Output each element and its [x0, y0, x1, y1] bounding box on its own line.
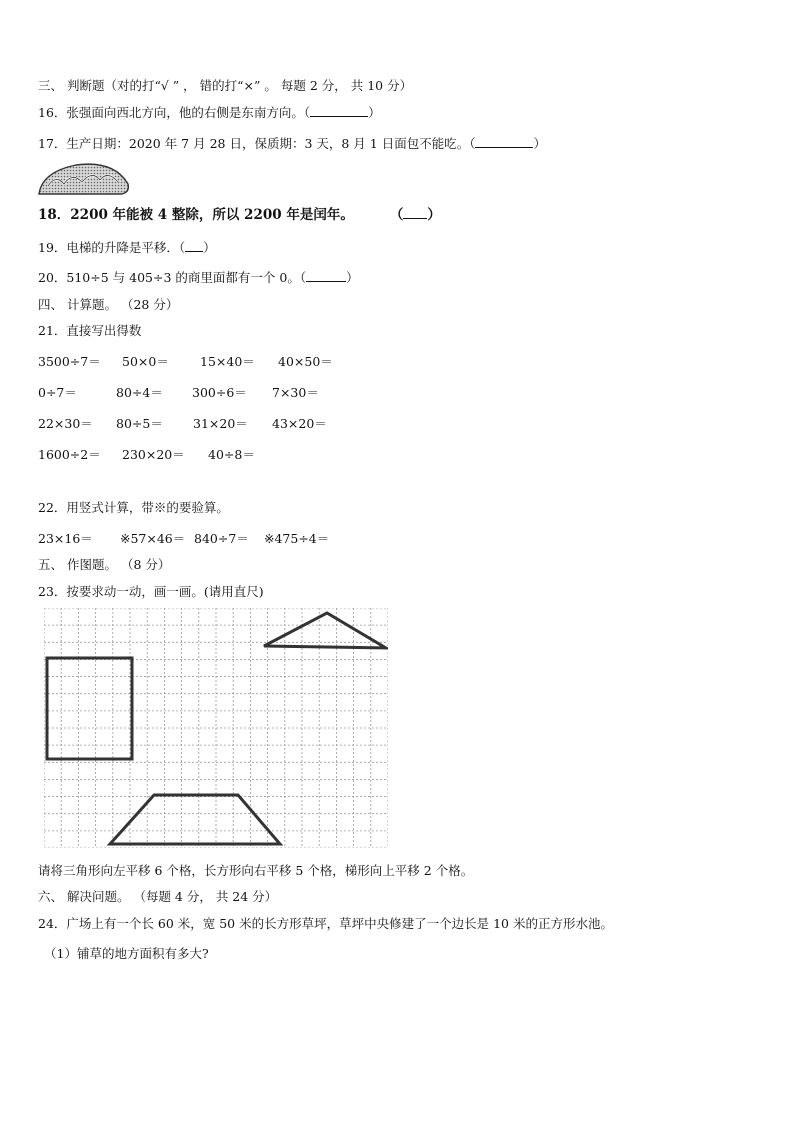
- calc-item: 0÷7＝: [38, 385, 77, 400]
- calc-item: 300÷6＝: [192, 385, 247, 400]
- triangle-shape: [264, 613, 386, 648]
- question-18: [38, 207, 441, 223]
- calc-item: 7×30＝: [272, 385, 319, 400]
- question-18-close: ）: [427, 207, 441, 223]
- question-20-close: ）: [346, 270, 359, 285]
- calc-item: 43×20＝: [272, 416, 327, 431]
- section-4-heading: 四、 计算题。 （28 分）: [38, 297, 179, 312]
- calc-item: 40×50＝: [278, 354, 333, 369]
- drawing-instruction: 请将三角形向左平移 6 个格，长方形向右平移 5 个格，梯形向上平移 2 个格。: [38, 863, 474, 878]
- calc-item: 50×0＝: [122, 354, 169, 369]
- question-19: [38, 240, 216, 256]
- question-16-text: 16．张强面向西北方向，他的右侧是东南方向。（: [38, 105, 311, 120]
- grid-lines: [44, 608, 388, 848]
- question-18-open: （: [389, 207, 404, 223]
- trapezoid-shape: [110, 795, 280, 844]
- question-16-close: ）: [368, 105, 381, 120]
- bread-image: [36, 160, 132, 198]
- calc-item: 80÷4＝: [116, 385, 163, 400]
- question-20-text: 20．510÷5 与 405÷3 的商里面都有一个 0。（: [38, 270, 307, 285]
- rectangle-shape: [47, 658, 132, 759]
- answer-blank-16[interactable]: [310, 105, 368, 117]
- question-21: 21．直接写出得数: [38, 323, 142, 338]
- section-3-heading: 三、 判断题（对的打“√ ” ， 错的打“×” 。 每题 2 分， 共 10 分）: [38, 78, 413, 93]
- question-24-part-1: （1）铺草的地方面积有多大?: [44, 946, 209, 961]
- calc-item: 31×20＝: [193, 416, 248, 431]
- calc-item: 80÷5＝: [116, 416, 163, 431]
- calc-item: 3500÷7＝: [38, 354, 101, 369]
- question-19-close: ）: [203, 240, 216, 255]
- calc-item: ※475÷4＝: [264, 531, 330, 546]
- calc-item: ※57×46＝: [120, 531, 186, 546]
- answer-blank-17[interactable]: [475, 136, 533, 148]
- question-23: 23．按要求动一动，画一画。(请用直尺): [38, 584, 264, 599]
- calc-item: 1600÷2＝: [38, 447, 101, 462]
- question-18-text: 18．2200 年能被 4 整除，所以 2200 年是闰年。: [38, 207, 354, 223]
- question-19-text: 19．电梯的升降是平移．（: [38, 240, 186, 255]
- calc-item: 23×16＝: [38, 531, 93, 546]
- section-6-heading: 六、 解决问题。 （每题 4 分， 共 24 分）: [38, 889, 278, 904]
- question-17: [38, 136, 546, 152]
- question-24: 24．广场上有一个长 60 米，宽 50 米的长方形草坪，草坪中央修建了一个边长是 10 米的正方形水池。: [38, 916, 613, 931]
- question-17-close: ）: [533, 136, 546, 151]
- answer-blank-19[interactable]: [185, 240, 203, 252]
- calc-item: 840÷7＝: [194, 531, 249, 546]
- calc-item: 40÷8＝: [208, 447, 255, 462]
- question-16: [38, 105, 381, 121]
- drawing-grid[interactable]: [44, 608, 388, 848]
- section-5-heading: 五、 作图题。 （8 分）: [38, 557, 171, 572]
- calc-item: 22×30＝: [38, 416, 93, 431]
- question-20: [38, 270, 359, 286]
- calc-item: 15×40＝: [200, 354, 255, 369]
- answer-blank-18[interactable]: [403, 207, 427, 219]
- question-22: 22．用竖式计算，带※的要验算。: [38, 500, 229, 515]
- question-17-text: 17．生产日期：2020 年 7 月 28 日，保质期：3 天，8 月 1 日面包不能吃。（: [38, 136, 476, 151]
- calc-item: 230×20＝: [122, 447, 185, 462]
- answer-blank-20[interactable]: [306, 270, 346, 282]
